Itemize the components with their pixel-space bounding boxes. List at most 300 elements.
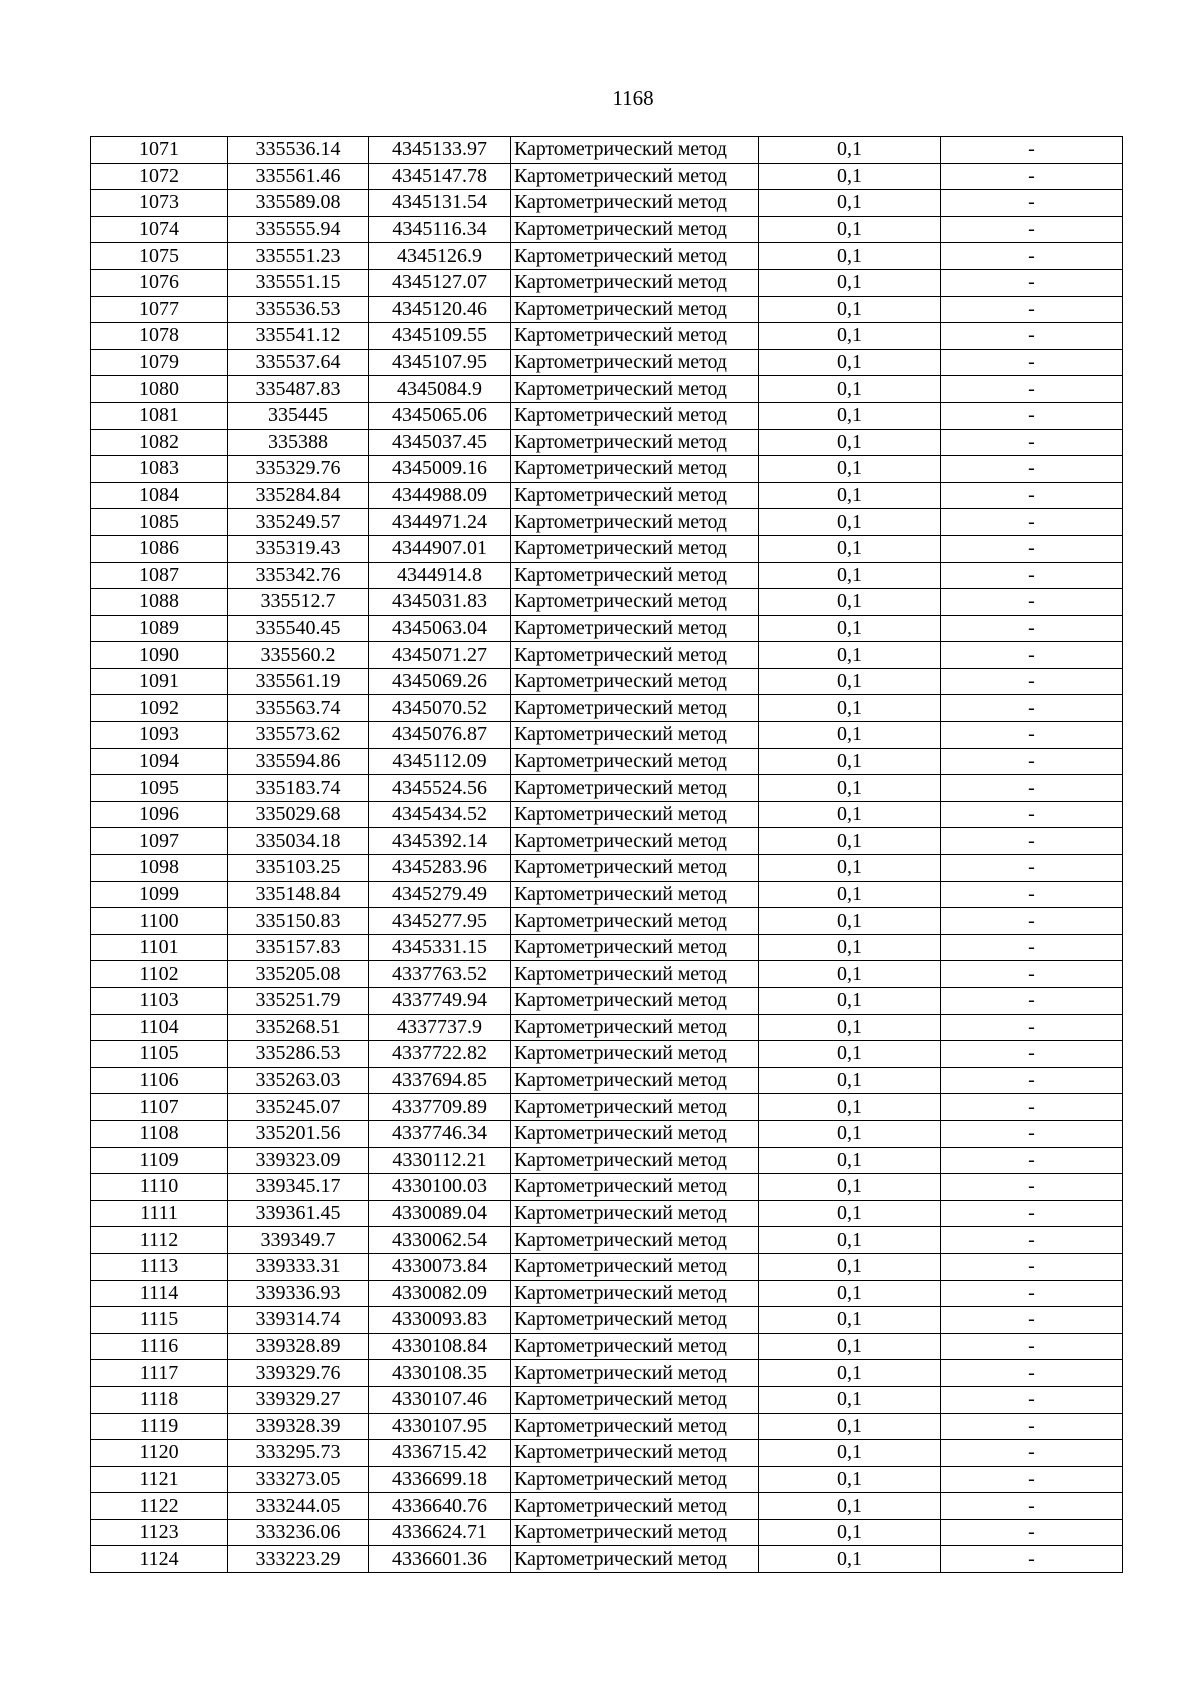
method-cell: Картометрический метод — [511, 269, 759, 296]
table-row — [91, 243, 1123, 270]
x-coordinate-cell: 339314.74 — [228, 1307, 369, 1334]
x-coordinate-cell: 335487.83 — [228, 376, 369, 403]
y-coordinate-cell: 4330112.21 — [369, 1147, 511, 1174]
table-row — [91, 1147, 1123, 1174]
y-coordinate-cell: 4337749.94 — [369, 988, 511, 1015]
x-coordinate-cell: 333223.29 — [228, 1546, 369, 1573]
method-cell: Картометрический метод — [511, 243, 759, 270]
method-cell: Картометрический метод — [511, 296, 759, 323]
point-number-cell: 1079 — [91, 349, 228, 376]
method-cell: Картометрический метод — [511, 1094, 759, 1121]
y-coordinate-cell: 4345147.78 — [369, 163, 511, 190]
note-cell: - — [941, 562, 1123, 589]
accuracy-cell: 0,1 — [759, 456, 941, 483]
accuracy-cell: 0,1 — [759, 1041, 941, 1068]
x-coordinate-cell: 333273.05 — [228, 1466, 369, 1493]
note-cell: - — [941, 1546, 1123, 1573]
y-coordinate-cell: 4345127.07 — [369, 269, 511, 296]
note-cell: - — [941, 988, 1123, 1015]
point-number-cell: 1075 — [91, 243, 228, 270]
y-coordinate-cell: 4345071.27 — [369, 642, 511, 669]
method-cell: Картометрический метод — [511, 855, 759, 882]
y-coordinate-cell: 4330062.54 — [369, 1227, 511, 1254]
note-cell: - — [941, 1227, 1123, 1254]
note-cell: - — [941, 509, 1123, 536]
x-coordinate-cell: 335551.15 — [228, 269, 369, 296]
point-number-cell: 1090 — [91, 642, 228, 669]
note-cell: - — [941, 1519, 1123, 1546]
table-row — [91, 562, 1123, 589]
note-cell: - — [941, 748, 1123, 775]
accuracy-cell: 0,1 — [759, 509, 941, 536]
accuracy-cell: 0,1 — [759, 1466, 941, 1493]
x-coordinate-cell: 335183.74 — [228, 775, 369, 802]
note-cell: - — [941, 1253, 1123, 1280]
x-coordinate-cell: 335251.79 — [228, 988, 369, 1015]
note-cell: - — [941, 163, 1123, 190]
accuracy-cell: 0,1 — [759, 216, 941, 243]
y-coordinate-cell: 4345084.9 — [369, 376, 511, 403]
method-cell: Картометрический метод — [511, 535, 759, 562]
method-cell: Картометрический метод — [511, 1014, 759, 1041]
point-number-cell: 1107 — [91, 1094, 228, 1121]
table-row — [91, 376, 1123, 403]
method-cell: Картометрический метод — [511, 615, 759, 642]
note-cell: - — [941, 1014, 1123, 1041]
method-cell: Картометрический метод — [511, 748, 759, 775]
method-cell: Картометрический метод — [511, 934, 759, 961]
method-cell: Картометрический метод — [511, 1413, 759, 1440]
point-number-cell: 1077 — [91, 296, 228, 323]
accuracy-cell: 0,1 — [759, 163, 941, 190]
point-number-cell: 1087 — [91, 562, 228, 589]
table-body — [91, 137, 1123, 1573]
y-coordinate-cell: 4336715.42 — [369, 1440, 511, 1467]
y-coordinate-cell: 4330073.84 — [369, 1253, 511, 1280]
accuracy-cell: 0,1 — [759, 190, 941, 217]
table-row — [91, 1360, 1123, 1387]
accuracy-cell: 0,1 — [759, 1200, 941, 1227]
accuracy-cell: 0,1 — [759, 695, 941, 722]
x-coordinate-cell: 335329.76 — [228, 456, 369, 483]
accuracy-cell: 0,1 — [759, 1493, 941, 1520]
table-row — [91, 1386, 1123, 1413]
point-number-cell: 1116 — [91, 1333, 228, 1360]
table-row — [91, 190, 1123, 217]
point-number-cell: 1096 — [91, 801, 228, 828]
note-cell: - — [941, 642, 1123, 669]
coordinates-table — [90, 136, 1123, 1573]
y-coordinate-cell: 4330100.03 — [369, 1174, 511, 1201]
note-cell: - — [941, 1120, 1123, 1147]
point-number-cell: 1121 — [91, 1466, 228, 1493]
x-coordinate-cell: 335249.57 — [228, 509, 369, 536]
note-cell: - — [941, 589, 1123, 616]
method-cell: Картометрический метод — [511, 801, 759, 828]
point-number-cell: 1086 — [91, 535, 228, 562]
point-number-cell: 1108 — [91, 1120, 228, 1147]
note-cell: - — [941, 668, 1123, 695]
x-coordinate-cell: 335388 — [228, 429, 369, 456]
point-number-cell: 1101 — [91, 934, 228, 961]
accuracy-cell: 0,1 — [759, 589, 941, 616]
table-row — [91, 1067, 1123, 1094]
table-row — [91, 1227, 1123, 1254]
method-cell: Картометрический метод — [511, 1200, 759, 1227]
accuracy-cell: 0,1 — [759, 1120, 941, 1147]
method-cell: Картометрический метод — [511, 828, 759, 855]
accuracy-cell: 0,1 — [759, 1067, 941, 1094]
point-number-cell: 1094 — [91, 748, 228, 775]
x-coordinate-cell: 335536.14 — [228, 137, 369, 164]
table-row — [91, 855, 1123, 882]
x-coordinate-cell: 335157.83 — [228, 934, 369, 961]
y-coordinate-cell: 4330107.95 — [369, 1413, 511, 1440]
point-number-cell: 1093 — [91, 722, 228, 749]
method-cell: Картометрический метод — [511, 1333, 759, 1360]
note-cell: - — [941, 1360, 1123, 1387]
note-cell: - — [941, 376, 1123, 403]
method-cell: Картометрический метод — [511, 402, 759, 429]
x-coordinate-cell: 333244.05 — [228, 1493, 369, 1520]
table-row — [91, 323, 1123, 350]
table-row — [91, 1174, 1123, 1201]
method-cell: Картометрический метод — [511, 722, 759, 749]
note-cell: - — [941, 1466, 1123, 1493]
x-coordinate-cell: 335445 — [228, 402, 369, 429]
accuracy-cell: 0,1 — [759, 908, 941, 935]
y-coordinate-cell: 4336624.71 — [369, 1519, 511, 1546]
y-coordinate-cell: 4330093.83 — [369, 1307, 511, 1334]
note-cell: - — [941, 1493, 1123, 1520]
accuracy-cell: 0,1 — [759, 615, 941, 642]
accuracy-cell: 0,1 — [759, 1386, 941, 1413]
note-cell: - — [941, 482, 1123, 509]
x-coordinate-cell: 335541.12 — [228, 323, 369, 350]
point-number-cell: 1119 — [91, 1413, 228, 1440]
method-cell: Картометрический метод — [511, 323, 759, 350]
note-cell: - — [941, 402, 1123, 429]
y-coordinate-cell: 4330089.04 — [369, 1200, 511, 1227]
point-number-cell: 1117 — [91, 1360, 228, 1387]
table-row — [91, 1307, 1123, 1334]
x-coordinate-cell: 335201.56 — [228, 1120, 369, 1147]
method-cell: Картометрический метод — [511, 881, 759, 908]
method-cell: Картометрический метод — [511, 376, 759, 403]
point-number-cell: 1092 — [91, 695, 228, 722]
point-number-cell: 1100 — [91, 908, 228, 935]
method-cell: Картометрический метод — [511, 1227, 759, 1254]
table-row — [91, 801, 1123, 828]
point-number-cell: 1074 — [91, 216, 228, 243]
point-number-cell: 1080 — [91, 376, 228, 403]
point-number-cell: 1085 — [91, 509, 228, 536]
y-coordinate-cell: 4336640.76 — [369, 1493, 511, 1520]
point-number-cell: 1076 — [91, 269, 228, 296]
point-number-cell: 1078 — [91, 323, 228, 350]
point-number-cell: 1109 — [91, 1147, 228, 1174]
x-coordinate-cell: 335284.84 — [228, 482, 369, 509]
y-coordinate-cell: 4345076.87 — [369, 722, 511, 749]
table-row — [91, 1041, 1123, 1068]
table-row — [91, 1094, 1123, 1121]
y-coordinate-cell: 4345277.95 — [369, 908, 511, 935]
note-cell: - — [941, 828, 1123, 855]
method-cell: Картометрический метод — [511, 1120, 759, 1147]
y-coordinate-cell: 4345283.96 — [369, 855, 511, 882]
y-coordinate-cell: 4345524.56 — [369, 775, 511, 802]
accuracy-cell: 0,1 — [759, 137, 941, 164]
table-row — [91, 296, 1123, 323]
y-coordinate-cell: 4345131.54 — [369, 190, 511, 217]
note-cell: - — [941, 695, 1123, 722]
x-coordinate-cell: 335268.51 — [228, 1014, 369, 1041]
method-cell: Картометрический метод — [511, 1067, 759, 1094]
x-coordinate-cell: 335563.74 — [228, 695, 369, 722]
method-cell: Картометрический метод — [511, 1360, 759, 1387]
note-cell: - — [941, 429, 1123, 456]
y-coordinate-cell: 4336699.18 — [369, 1466, 511, 1493]
accuracy-cell: 0,1 — [759, 1413, 941, 1440]
table-row — [91, 668, 1123, 695]
method-cell: Картометрический метод — [511, 695, 759, 722]
point-number-cell: 1095 — [91, 775, 228, 802]
accuracy-cell: 0,1 — [759, 1094, 941, 1121]
y-coordinate-cell: 4345031.83 — [369, 589, 511, 616]
x-coordinate-cell: 335537.64 — [228, 349, 369, 376]
note-cell: - — [941, 1307, 1123, 1334]
method-cell: Картометрический метод — [511, 482, 759, 509]
y-coordinate-cell: 4345070.52 — [369, 695, 511, 722]
table-row — [91, 961, 1123, 988]
table-row — [91, 509, 1123, 536]
y-coordinate-cell: 4337722.82 — [369, 1041, 511, 1068]
note-cell: - — [941, 961, 1123, 988]
table-row — [91, 748, 1123, 775]
point-number-cell: 1071 — [91, 137, 228, 164]
y-coordinate-cell: 4345392.14 — [369, 828, 511, 855]
note-cell: - — [941, 216, 1123, 243]
accuracy-cell: 0,1 — [759, 376, 941, 403]
y-coordinate-cell: 4337694.85 — [369, 1067, 511, 1094]
note-cell: - — [941, 1041, 1123, 1068]
point-number-cell: 1120 — [91, 1440, 228, 1467]
y-coordinate-cell: 4345116.34 — [369, 216, 511, 243]
accuracy-cell: 0,1 — [759, 349, 941, 376]
point-number-cell: 1110 — [91, 1174, 228, 1201]
point-number-cell: 1122 — [91, 1493, 228, 1520]
accuracy-cell: 0,1 — [759, 881, 941, 908]
x-coordinate-cell: 339328.39 — [228, 1413, 369, 1440]
note-cell: - — [941, 137, 1123, 164]
note-cell: - — [941, 1386, 1123, 1413]
accuracy-cell: 0,1 — [759, 1253, 941, 1280]
x-coordinate-cell: 335555.94 — [228, 216, 369, 243]
accuracy-cell: 0,1 — [759, 801, 941, 828]
point-number-cell: 1082 — [91, 429, 228, 456]
point-number-cell: 1097 — [91, 828, 228, 855]
table-row — [91, 642, 1123, 669]
table-row — [91, 137, 1123, 164]
x-coordinate-cell: 335594.86 — [228, 748, 369, 775]
table-row — [91, 1413, 1123, 1440]
x-coordinate-cell: 335150.83 — [228, 908, 369, 935]
table-row — [91, 775, 1123, 802]
x-coordinate-cell: 339345.17 — [228, 1174, 369, 1201]
note-cell: - — [941, 801, 1123, 828]
point-number-cell: 1111 — [91, 1200, 228, 1227]
table-row — [91, 1014, 1123, 1041]
note-cell: - — [941, 296, 1123, 323]
x-coordinate-cell: 335589.08 — [228, 190, 369, 217]
y-coordinate-cell: 4345069.26 — [369, 668, 511, 695]
accuracy-cell: 0,1 — [759, 1307, 941, 1334]
method-cell: Картометрический метод — [511, 1546, 759, 1573]
accuracy-cell: 0,1 — [759, 1227, 941, 1254]
accuracy-cell: 0,1 — [759, 296, 941, 323]
table-row — [91, 216, 1123, 243]
accuracy-cell: 0,1 — [759, 1280, 941, 1307]
x-coordinate-cell: 335573.62 — [228, 722, 369, 749]
point-number-cell: 1084 — [91, 482, 228, 509]
x-coordinate-cell: 335540.45 — [228, 615, 369, 642]
table-row — [91, 1200, 1123, 1227]
y-coordinate-cell: 4336601.36 — [369, 1546, 511, 1573]
note-cell: - — [941, 1333, 1123, 1360]
accuracy-cell: 0,1 — [759, 642, 941, 669]
note-cell: - — [941, 243, 1123, 270]
table-row — [91, 589, 1123, 616]
method-cell: Картометрический метод — [511, 961, 759, 988]
method-cell: Картометрический метод — [511, 1386, 759, 1413]
note-cell: - — [941, 775, 1123, 802]
note-cell: - — [941, 855, 1123, 882]
accuracy-cell: 0,1 — [759, 323, 941, 350]
method-cell: Картометрический метод — [511, 1307, 759, 1334]
x-coordinate-cell: 339323.09 — [228, 1147, 369, 1174]
accuracy-cell: 0,1 — [759, 1014, 941, 1041]
table-row — [91, 482, 1123, 509]
point-number-cell: 1113 — [91, 1253, 228, 1280]
table-row — [91, 1440, 1123, 1467]
y-coordinate-cell: 4345063.04 — [369, 615, 511, 642]
note-cell: - — [941, 456, 1123, 483]
method-cell: Картометрический метод — [511, 668, 759, 695]
x-coordinate-cell: 335551.23 — [228, 243, 369, 270]
point-number-cell: 1091 — [91, 668, 228, 695]
point-number-cell: 1089 — [91, 615, 228, 642]
y-coordinate-cell: 4330107.46 — [369, 1386, 511, 1413]
method-cell: Картометрический метод — [511, 429, 759, 456]
accuracy-cell: 0,1 — [759, 668, 941, 695]
y-coordinate-cell: 4337763.52 — [369, 961, 511, 988]
point-number-cell: 1118 — [91, 1386, 228, 1413]
note-cell: - — [941, 1440, 1123, 1467]
table-row — [91, 349, 1123, 376]
method-cell: Картометрический метод — [511, 509, 759, 536]
table-row — [91, 456, 1123, 483]
y-coordinate-cell: 4345126.9 — [369, 243, 511, 270]
note-cell: - — [941, 190, 1123, 217]
x-coordinate-cell: 335029.68 — [228, 801, 369, 828]
method-cell: Картометрический метод — [511, 216, 759, 243]
method-cell: Картометрический метод — [511, 562, 759, 589]
table-row — [91, 535, 1123, 562]
method-cell: Картометрический метод — [511, 1280, 759, 1307]
point-number-cell: 1114 — [91, 1280, 228, 1307]
accuracy-cell: 0,1 — [759, 1519, 941, 1546]
note-cell: - — [941, 269, 1123, 296]
x-coordinate-cell: 335319.43 — [228, 535, 369, 562]
x-coordinate-cell: 335342.76 — [228, 562, 369, 589]
accuracy-cell: 0,1 — [759, 1333, 941, 1360]
point-number-cell: 1112 — [91, 1227, 228, 1254]
y-coordinate-cell: 4345434.52 — [369, 801, 511, 828]
table-row — [91, 402, 1123, 429]
note-cell: - — [941, 1413, 1123, 1440]
point-number-cell: 1099 — [91, 881, 228, 908]
table-row — [91, 615, 1123, 642]
accuracy-cell: 0,1 — [759, 535, 941, 562]
accuracy-cell: 0,1 — [759, 855, 941, 882]
y-coordinate-cell: 4330082.09 — [369, 1280, 511, 1307]
table-row — [91, 163, 1123, 190]
y-coordinate-cell: 4345133.97 — [369, 137, 511, 164]
method-cell: Картометрический метод — [511, 642, 759, 669]
method-cell: Картометрический метод — [511, 190, 759, 217]
accuracy-cell: 0,1 — [759, 934, 941, 961]
x-coordinate-cell: 335512.7 — [228, 589, 369, 616]
method-cell: Картометрический метод — [511, 1493, 759, 1520]
note-cell: - — [941, 1200, 1123, 1227]
note-cell: - — [941, 1067, 1123, 1094]
x-coordinate-cell: 335103.25 — [228, 855, 369, 882]
x-coordinate-cell: 335561.19 — [228, 668, 369, 695]
point-number-cell: 1072 — [91, 163, 228, 190]
note-cell: - — [941, 1147, 1123, 1174]
table-row — [91, 1253, 1123, 1280]
y-coordinate-cell: 4345107.95 — [369, 349, 511, 376]
y-coordinate-cell: 4337737.9 — [369, 1014, 511, 1041]
x-coordinate-cell: 335148.84 — [228, 881, 369, 908]
point-number-cell: 1123 — [91, 1519, 228, 1546]
point-number-cell: 1081 — [91, 402, 228, 429]
method-cell: Картометрический метод — [511, 775, 759, 802]
method-cell: Картометрический метод — [511, 163, 759, 190]
x-coordinate-cell: 339329.27 — [228, 1386, 369, 1413]
accuracy-cell: 0,1 — [759, 961, 941, 988]
table-row — [91, 828, 1123, 855]
accuracy-cell: 0,1 — [759, 988, 941, 1015]
x-coordinate-cell: 335034.18 — [228, 828, 369, 855]
point-number-cell: 1103 — [91, 988, 228, 1015]
accuracy-cell: 0,1 — [759, 269, 941, 296]
table-row — [91, 269, 1123, 296]
y-coordinate-cell: 4344907.01 — [369, 535, 511, 562]
y-coordinate-cell: 4344914.8 — [369, 562, 511, 589]
accuracy-cell: 0,1 — [759, 429, 941, 456]
accuracy-cell: 0,1 — [759, 748, 941, 775]
y-coordinate-cell: 4337746.34 — [369, 1120, 511, 1147]
y-coordinate-cell: 4344988.09 — [369, 482, 511, 509]
x-coordinate-cell: 339329.76 — [228, 1360, 369, 1387]
point-number-cell: 1083 — [91, 456, 228, 483]
accuracy-cell: 0,1 — [759, 1147, 941, 1174]
table-row — [91, 695, 1123, 722]
note-cell: - — [941, 1094, 1123, 1121]
y-coordinate-cell: 4330108.84 — [369, 1333, 511, 1360]
accuracy-cell: 0,1 — [759, 1440, 941, 1467]
